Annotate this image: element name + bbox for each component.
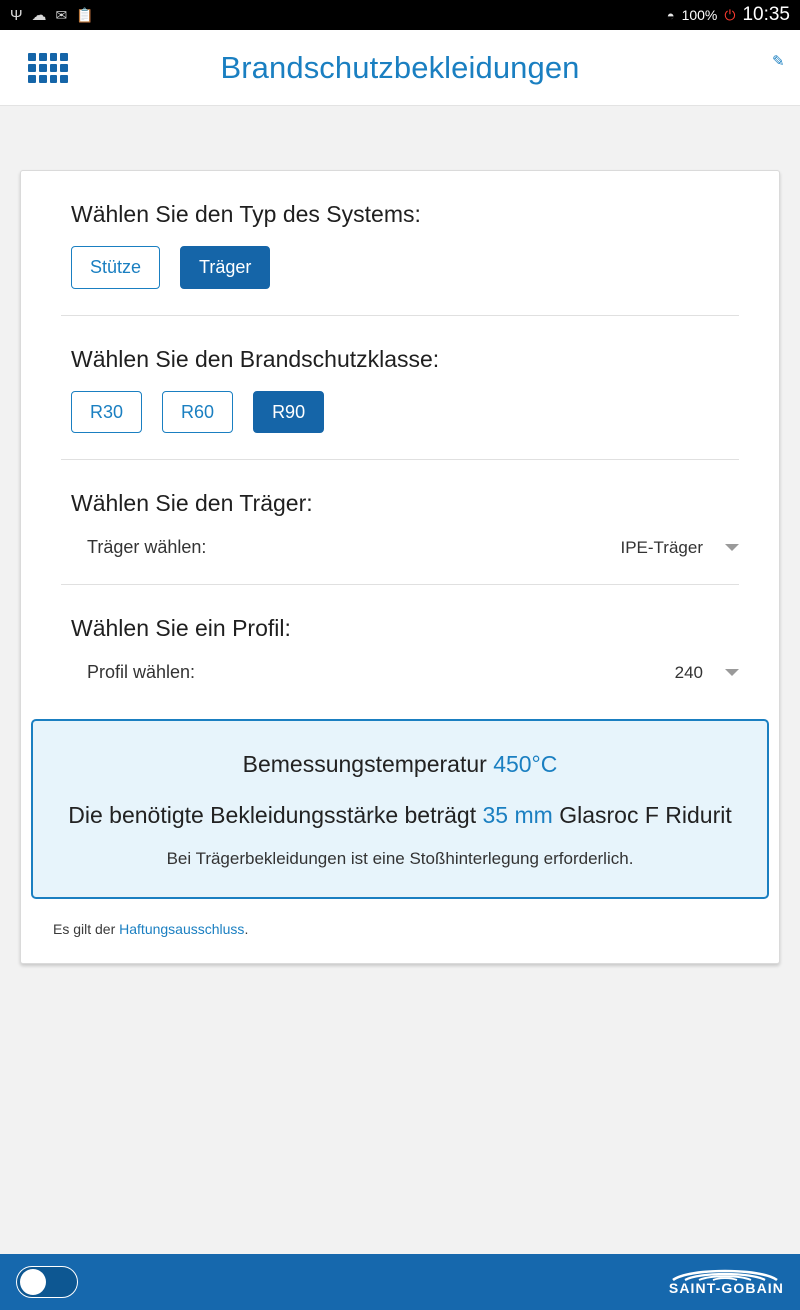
brand-name: SAINT-GOBAIN bbox=[668, 1279, 784, 1296]
chevron-down-icon[interactable] bbox=[725, 544, 739, 551]
result-thickness-value: 35 mm bbox=[482, 802, 553, 829]
pen-icon[interactable]: ✎ bbox=[772, 53, 785, 70]
grid-menu-icon[interactable] bbox=[28, 53, 68, 83]
section-profile bbox=[21, 585, 779, 709]
beam-select-label: Träger wählen: bbox=[87, 537, 207, 558]
result-note: Bei Trägerbekleidungen ist eine Stoßhinterlegung erforderlich. bbox=[166, 849, 634, 869]
saint-gobain-logo bbox=[669, 1268, 784, 1297]
battery-icon: ⏻ bbox=[724, 6, 736, 23]
cloud-icon: ☁ bbox=[31, 6, 47, 24]
disclaimer-prefix: Es gilt der bbox=[53, 921, 116, 938]
beam-select-value-wrap[interactable] bbox=[620, 538, 739, 558]
wifi-icon: ◓ bbox=[666, 7, 675, 23]
page-title: Brandschutzbekleidungen bbox=[220, 49, 580, 85]
result-thickness-line bbox=[57, 800, 743, 831]
clipboard-icon: 📋 bbox=[76, 7, 94, 23]
app-bar bbox=[0, 30, 800, 106]
chip-r90[interactable]: R90 bbox=[253, 391, 324, 434]
disclaimer-suffix: . bbox=[244, 921, 249, 938]
section-system-type bbox=[21, 171, 779, 315]
fire-class-options bbox=[53, 373, 747, 460]
section-beam bbox=[21, 460, 779, 584]
result-thickness-suffix: Glasroc F Ridurit bbox=[559, 802, 732, 829]
status-bar-icons bbox=[10, 8, 94, 23]
section-profile-title: Wählen Sie ein Profil: bbox=[71, 615, 291, 642]
chevron-down-icon[interactable] bbox=[725, 669, 739, 676]
section-system-type-title: Wählen Sie den Typ des Systems: bbox=[71, 201, 421, 227]
status-bar-right bbox=[667, 4, 790, 26]
status-bar bbox=[0, 0, 800, 30]
profile-select-value: 240 bbox=[674, 662, 703, 682]
battery-percent: 100% bbox=[681, 7, 718, 23]
result-box bbox=[31, 719, 769, 899]
result-temperature-value: 450°C bbox=[493, 751, 558, 778]
section-fire-class bbox=[21, 316, 779, 460]
app-page bbox=[0, 30, 800, 1310]
profile-select-value-wrap[interactable] bbox=[675, 663, 739, 683]
result-temperature-label: Bemessungstemperatur bbox=[242, 751, 487, 778]
section-beam-title: Wählen Sie den Träger: bbox=[71, 490, 313, 517]
disclaimer bbox=[21, 899, 779, 937]
beam-select-row[interactable] bbox=[53, 517, 747, 584]
section-fire-class-title: Wählen Sie den Brandschutzklasse: bbox=[71, 345, 440, 372]
beam-select-value: IPE-Träger bbox=[620, 537, 703, 557]
chip-stuetze[interactable]: Stütze bbox=[71, 246, 160, 289]
toggle-knob bbox=[20, 1269, 46, 1295]
chip-traeger[interactable]: Träger bbox=[180, 246, 270, 289]
language-toggle[interactable] bbox=[16, 1266, 78, 1298]
chip-r60[interactable]: R60 bbox=[162, 391, 233, 434]
bottom-bar bbox=[0, 1254, 800, 1310]
result-thickness-prefix: Die benötigte Bekleidungsstärke beträgt bbox=[68, 802, 477, 829]
configurator-card bbox=[20, 170, 780, 964]
disclaimer-link[interactable]: Haftungsausschluss bbox=[119, 921, 245, 938]
mail-icon: ✉ bbox=[55, 7, 68, 23]
result-temperature-line bbox=[57, 751, 743, 778]
chip-r30[interactable]: R30 bbox=[71, 391, 142, 434]
profile-select-label: Profil wählen: bbox=[87, 662, 196, 683]
clock: 10:35 bbox=[742, 4, 790, 25]
usb-icon: Ψ bbox=[10, 6, 23, 24]
profile-select-row[interactable] bbox=[53, 642, 747, 709]
system-type-options bbox=[53, 228, 747, 315]
